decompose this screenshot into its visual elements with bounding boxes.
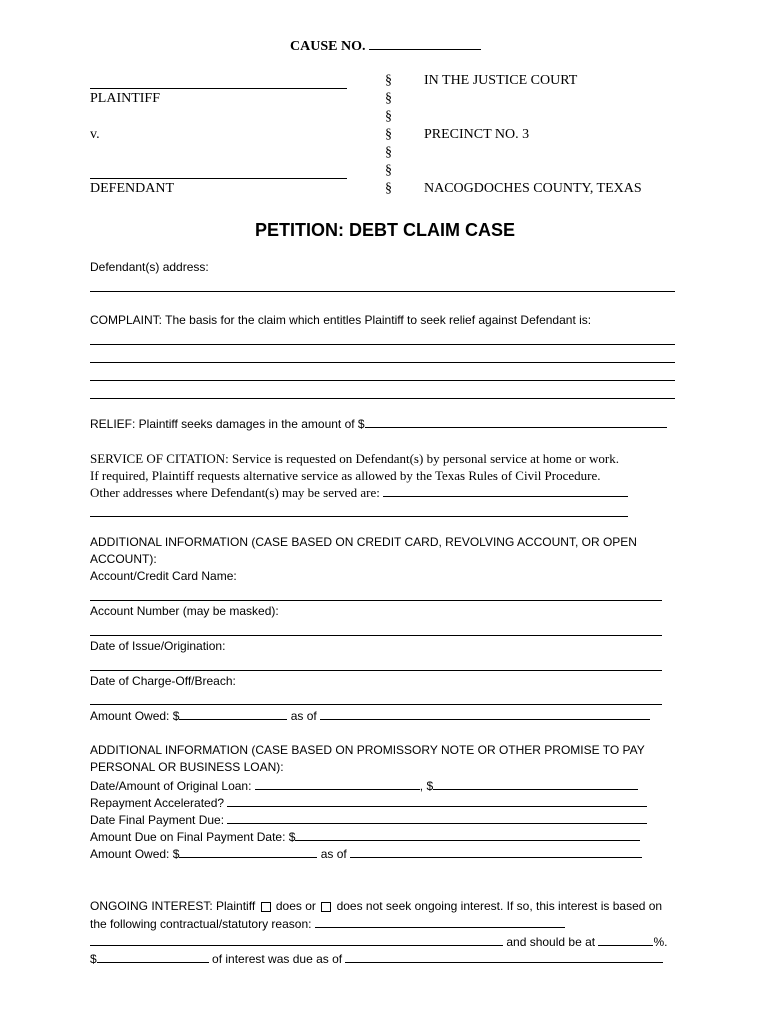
citation-line-3 <box>90 485 628 501</box>
county-name: NACOGDOCHES COUNTY, TEXAS <box>424 181 642 196</box>
citation-line-1: SERVICE OF CITATION: Service is requested on Defendant(s) by personal service at home or work. <box>90 451 619 466</box>
defendant-address-field[interactable] <box>90 291 675 292</box>
amount-owed-label: Amount Owed: $ <box>90 847 180 861</box>
as-of-date-field[interactable] <box>320 708 650 720</box>
section-symbol: § <box>385 109 392 124</box>
note-amount-owed-row <box>90 846 642 861</box>
note-as-of-date-field[interactable] <box>350 846 642 858</box>
page-title: PETITION: DEBT CLAIM CASE <box>255 220 515 240</box>
date-amount-label: Date/Amount of Original Loan: <box>90 779 252 793</box>
as-of-label: as of <box>290 709 317 723</box>
interest-row-4 <box>90 951 663 966</box>
final-payment-row <box>90 812 647 827</box>
complaint-field[interactable] <box>90 380 675 381</box>
date-issue-label: Date of Issue/Origination: <box>90 639 226 653</box>
original-loan-amount-field[interactable] <box>433 778 638 790</box>
repayment-field[interactable] <box>227 795 647 807</box>
percent-label: %. <box>653 935 668 949</box>
comma-dollar: , $ <box>419 779 434 793</box>
and-should-label: and should be at <box>506 935 596 949</box>
reason-label: the following contractual/statutory reason: <box>90 917 312 931</box>
complaint-field[interactable] <box>90 398 675 399</box>
precinct-number: PRECINCT NO. 3 <box>424 127 530 142</box>
does-not-label: does not seek ongoing interest. If so, this interest is based on <box>336 899 663 913</box>
amount-final-row <box>90 829 640 844</box>
date-chargeoff-field[interactable] <box>90 704 662 705</box>
account-name-field[interactable] <box>90 600 662 601</box>
note-amount-owed-field[interactable] <box>179 846 317 858</box>
date-amount-row <box>90 778 638 793</box>
interest-row-2 <box>90 916 565 931</box>
does-not-checkbox[interactable] <box>321 902 331 912</box>
versus-label: v. <box>90 127 100 142</box>
credit-amount-owed-row <box>90 708 650 723</box>
dollar-label: $ <box>90 952 97 966</box>
interest-due-date-field[interactable] <box>345 951 663 963</box>
amount-final-label: Amount Due on Final Payment Date: $ <box>90 830 296 844</box>
interest-rate-field[interactable] <box>598 934 653 946</box>
interest-due-label: of interest was due as of <box>212 952 343 966</box>
section-symbol: § <box>385 127 392 142</box>
relief-amount-field[interactable] <box>365 416 667 428</box>
section-symbol: § <box>385 163 392 178</box>
complaint-field[interactable] <box>90 362 675 363</box>
repayment-row <box>90 795 647 810</box>
plaintiff-name-field[interactable] <box>90 88 347 89</box>
credit-heading-1: ADDITIONAL INFORMATION (CASE BASED ON CREDIT CARD, REVOLVING ACCOUNT, OR OPEN <box>90 535 637 549</box>
reason-field[interactable] <box>90 934 503 946</box>
final-payment-label: Date Final Payment Due: <box>90 813 225 827</box>
does-label: does or <box>275 899 316 913</box>
relief-label: RELIEF: Plaintiff seeks damages in the amount of $ <box>90 417 365 431</box>
section-symbol: § <box>385 145 392 160</box>
defendant-address-label: Defendant(s) address: <box>90 260 209 274</box>
defendant-name-field[interactable] <box>90 178 347 179</box>
note-heading-2: PERSONAL OR BUSINESS LOAN): <box>90 760 284 774</box>
does-checkbox[interactable] <box>261 902 271 912</box>
section-symbol: § <box>385 181 392 196</box>
date-issue-field[interactable] <box>90 670 662 671</box>
interest-row-3 <box>90 934 667 949</box>
other-addresses-label: Other addresses where Defendant(s) may be served are: <box>90 485 380 500</box>
section-symbol: § <box>385 91 392 106</box>
other-addresses-field[interactable] <box>90 516 628 517</box>
date-chargeoff-label: Date of Charge-Off/Breach: <box>90 674 236 688</box>
amount-owed-field[interactable] <box>179 708 287 720</box>
account-name-label: Account/Credit Card Name: <box>90 569 237 583</box>
amount-owed-label: Amount Owed: $ <box>90 709 180 723</box>
court-name: IN THE JUSTICE COURT <box>424 73 578 88</box>
account-number-field[interactable] <box>90 635 662 636</box>
interest-amount-field[interactable] <box>97 951 209 963</box>
interest-label: ONGOING INTEREST: Plaintiff <box>90 899 256 913</box>
note-heading-1: ADDITIONAL INFORMATION (CASE BASED ON PROMISSORY NOTE OR OTHER PROMISE TO PAY <box>90 743 645 757</box>
original-loan-date-field[interactable] <box>255 778 420 790</box>
reason-field[interactable] <box>315 916 565 928</box>
citation-line-2: If required, Plaintiff requests alternative service as allowed by the Texas Rules of Civil Procedure. <box>90 468 601 483</box>
as-of-label: as of <box>320 847 347 861</box>
interest-row-1 <box>90 899 662 913</box>
final-payment-field[interactable] <box>227 812 647 824</box>
repayment-label: Repayment Accelerated? <box>90 796 225 810</box>
plaintiff-label: PLAINTIFF <box>90 91 161 106</box>
cause-number <box>290 37 481 55</box>
section-symbol: § <box>385 73 392 88</box>
defendant-label: DEFENDANT <box>90 181 174 196</box>
credit-heading-2: ACCOUNT): <box>90 552 157 566</box>
complaint-label: COMPLAINT: The basis for the claim which entitles Plaintiff to seek relief against Defendant is: <box>90 313 592 327</box>
complaint-field[interactable] <box>90 344 675 345</box>
account-number-label: Account Number (may be masked): <box>90 604 279 618</box>
relief-row <box>90 416 667 431</box>
amount-final-field[interactable] <box>295 829 640 841</box>
cause-number-field[interactable] <box>369 37 481 50</box>
other-addresses-field[interactable] <box>383 485 628 497</box>
cause-label: CAUSE NO. <box>290 39 366 54</box>
